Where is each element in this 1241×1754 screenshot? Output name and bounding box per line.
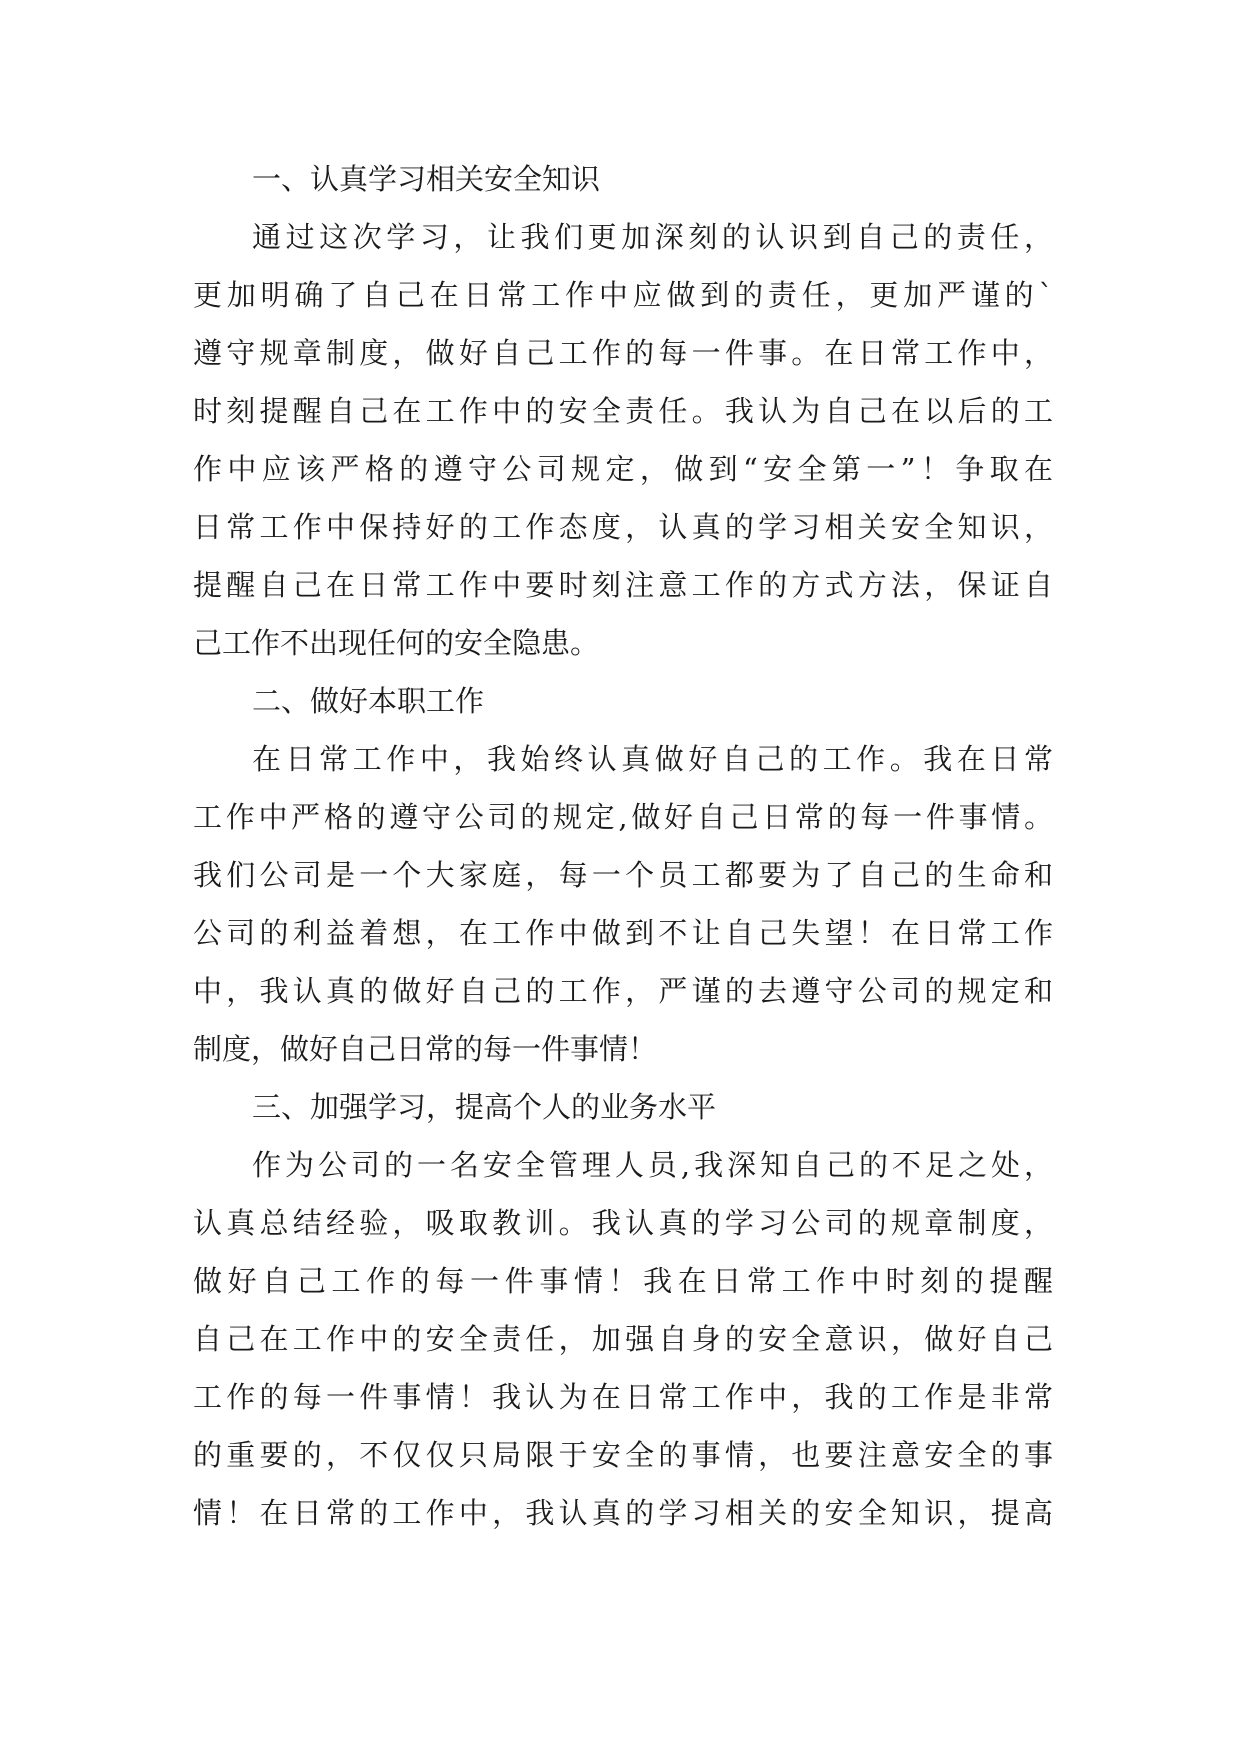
paragraph-line: 的重要的，不仅仅只局限于安全的事情，也要注意安全的事 [193,1438,1053,1472]
section-heading-3: 三、加强学习，提高个人的业务水平 [252,1090,717,1124]
paragraph-line: 在日常工作中，我始终认真做好自己的工作。我在日常 [252,742,1053,776]
paragraph-line: 我们公司是一个大家庭，每一个员工都要为了自己的生命和 [193,858,1053,892]
paragraph-line: 日常工作中保持好的工作态度，认真的学习相关安全知识， [193,510,1053,544]
paragraph-line: 己工作不出现任何的安全隐患。 [193,626,600,660]
paragraph-line: 工作中严格的遵守公司的规定,做好自己日常的每一件事情。 [193,800,1053,834]
paragraph-line: 提醒自己在日常工作中要时刻注意工作的方式方法，保证自 [193,568,1053,602]
paragraph-line: 作为公司的一名安全管理人员,我深知自己的不足之处， [252,1148,1053,1182]
paragraph-line: 作中应该严格的遵守公司规定，做到“安全第一”！争取在 [193,452,1053,486]
paragraph-line: 认真总结经验，吸取教训。我认真的学习公司的规章制度， [193,1206,1053,1240]
paragraph-line: 公司的利益着想，在工作中做到不让自己失望！在日常工作 [193,916,1053,950]
paragraph-line: 做好自己工作的每一件事情！我在日常工作中时刻的提醒 [193,1264,1053,1298]
paragraph-line: 工作的每一件事情！我认为在日常工作中，我的工作是非常 [193,1380,1053,1414]
paragraph-line: 制度，做好自己日常的每一件事情！ [193,1032,658,1066]
paragraph-line: 情！在日常的工作中，我认真的学习相关的安全知识，提高 [193,1496,1053,1530]
paragraph-line: 通过这次学习，让我们更加深刻的认识到自己的责任， [252,220,1053,254]
section-heading-2: 二、做好本职工作 [252,684,485,718]
paragraph-line: 遵守规章制度，做好自己工作的每一件事。在日常工作中， [193,336,1053,370]
paragraph-line: 中，我认真的做好自己的工作，严谨的去遵守公司的规定和 [193,974,1053,1008]
paragraph-line: 自己在工作中的安全责任，加强自身的安全意识，做好自己 [193,1322,1053,1356]
paragraph-line: 更加明确了自己在日常工作中应做到的责任，更加严谨的` [193,278,1053,312]
section-heading-1: 一、认真学习相关安全知识 [252,162,601,196]
paragraph-line: 时刻提醒自己在工作中的安全责任。我认为自己在以后的工 [193,394,1053,428]
